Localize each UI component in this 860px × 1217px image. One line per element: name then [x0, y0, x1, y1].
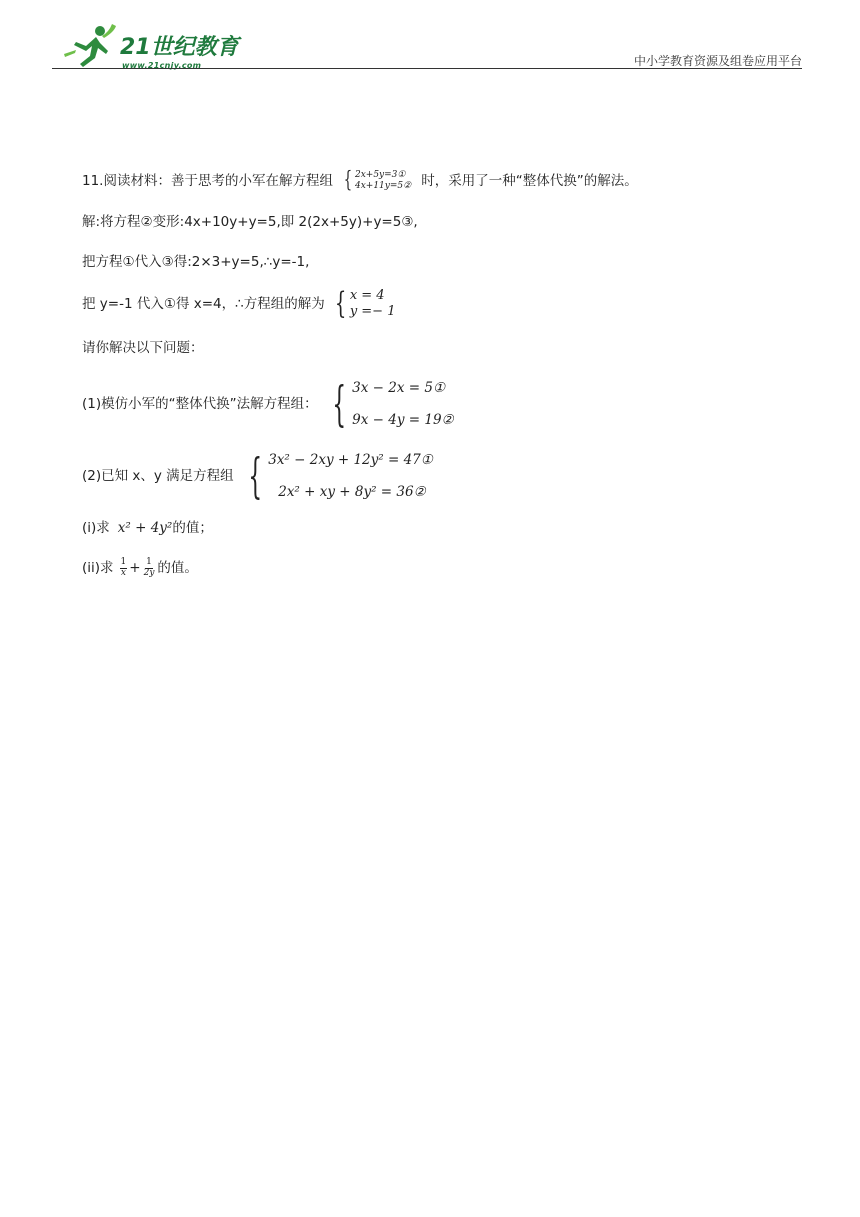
question-1 [82, 372, 454, 436]
fraction-1-numerator: 1 [120, 557, 127, 567]
fraction-1-over-2y [143, 558, 156, 579]
intro-equation-1: 2x+5y=3① [354, 170, 406, 180]
question-2-ii-label: (ii)求 [82, 560, 114, 577]
solution-system [331, 285, 396, 321]
problem-intro [82, 170, 638, 193]
question-2-equation-2: 2x² + xy + 8y² = 36② [278, 484, 426, 500]
solution-y: y =− 1 [349, 303, 396, 319]
brace-icon: { [248, 448, 262, 504]
prompt-text: 请你解决以下问题： [82, 340, 204, 356]
intro-system [341, 170, 411, 193]
brace-icon: { [334, 285, 346, 321]
header-divider [52, 68, 802, 69]
question-2-i-tail: 的值； [172, 520, 213, 536]
runner-logo-icon [62, 24, 118, 68]
intro-equation-2: 4x+11y=5② [354, 181, 412, 192]
question-2 [82, 444, 433, 508]
fraction-2-denominator: 2y [143, 567, 155, 578]
question-2-equation-1: 3x² − 2xy + 12y² = 47① [268, 452, 433, 468]
solution-step-3 [82, 285, 396, 321]
site-logo [62, 24, 272, 70]
solution-x: x = 4 [349, 288, 385, 303]
question-2-label: (2)已知 x、y 满足方程组 [82, 467, 234, 484]
page-header [52, 22, 802, 72]
intro-text: 11.阅读材料：善于思考的小军在解方程组 [82, 173, 333, 190]
header-slogan: 中小学教育资源及组卷应用平台 [633, 54, 802, 68]
logo-url: www.21cnjy.com [122, 61, 202, 70]
question-1-system [324, 372, 454, 436]
brace-icon: { [332, 376, 346, 432]
question-1-equation-1: 3x − 2x = 5① [352, 380, 446, 396]
question-2-system [240, 444, 433, 508]
solution-step-2: 把方程①代入③得:2×3+y=5,∴y=-1, [82, 254, 310, 270]
intro-text-tail: 时，采用了一种“整体代换”的解法。 [421, 173, 638, 190]
plus-sign: + [129, 560, 141, 577]
question-2-ii-tail: 的值。 [157, 560, 198, 577]
step-3-text: 把 y=-1 代入①得 x=4，∴方程组的解为 [82, 295, 325, 312]
fraction-1-denominator: x [120, 567, 126, 578]
question-1-equation-2: 9x − 4y = 19② [352, 412, 454, 428]
question-2-i [82, 520, 213, 536]
solution-step-1: 解:将方程②变形:4x+10y+y=5,即 2(2x+5y)+y=5③, [82, 214, 418, 230]
question-2-i-expression: x² + 4y² [117, 520, 173, 536]
question-1-label: (1)模仿小军的“整体代换”法解方程组： [82, 395, 318, 412]
fraction-2-numerator: 1 [146, 557, 152, 567]
brace-icon: { [343, 168, 353, 194]
logo-text: 21世纪教育 [120, 35, 239, 60]
fraction-1-over-x [120, 558, 128, 579]
question-2-ii [82, 558, 198, 579]
question-2-i-label: (i)求 [82, 520, 110, 536]
